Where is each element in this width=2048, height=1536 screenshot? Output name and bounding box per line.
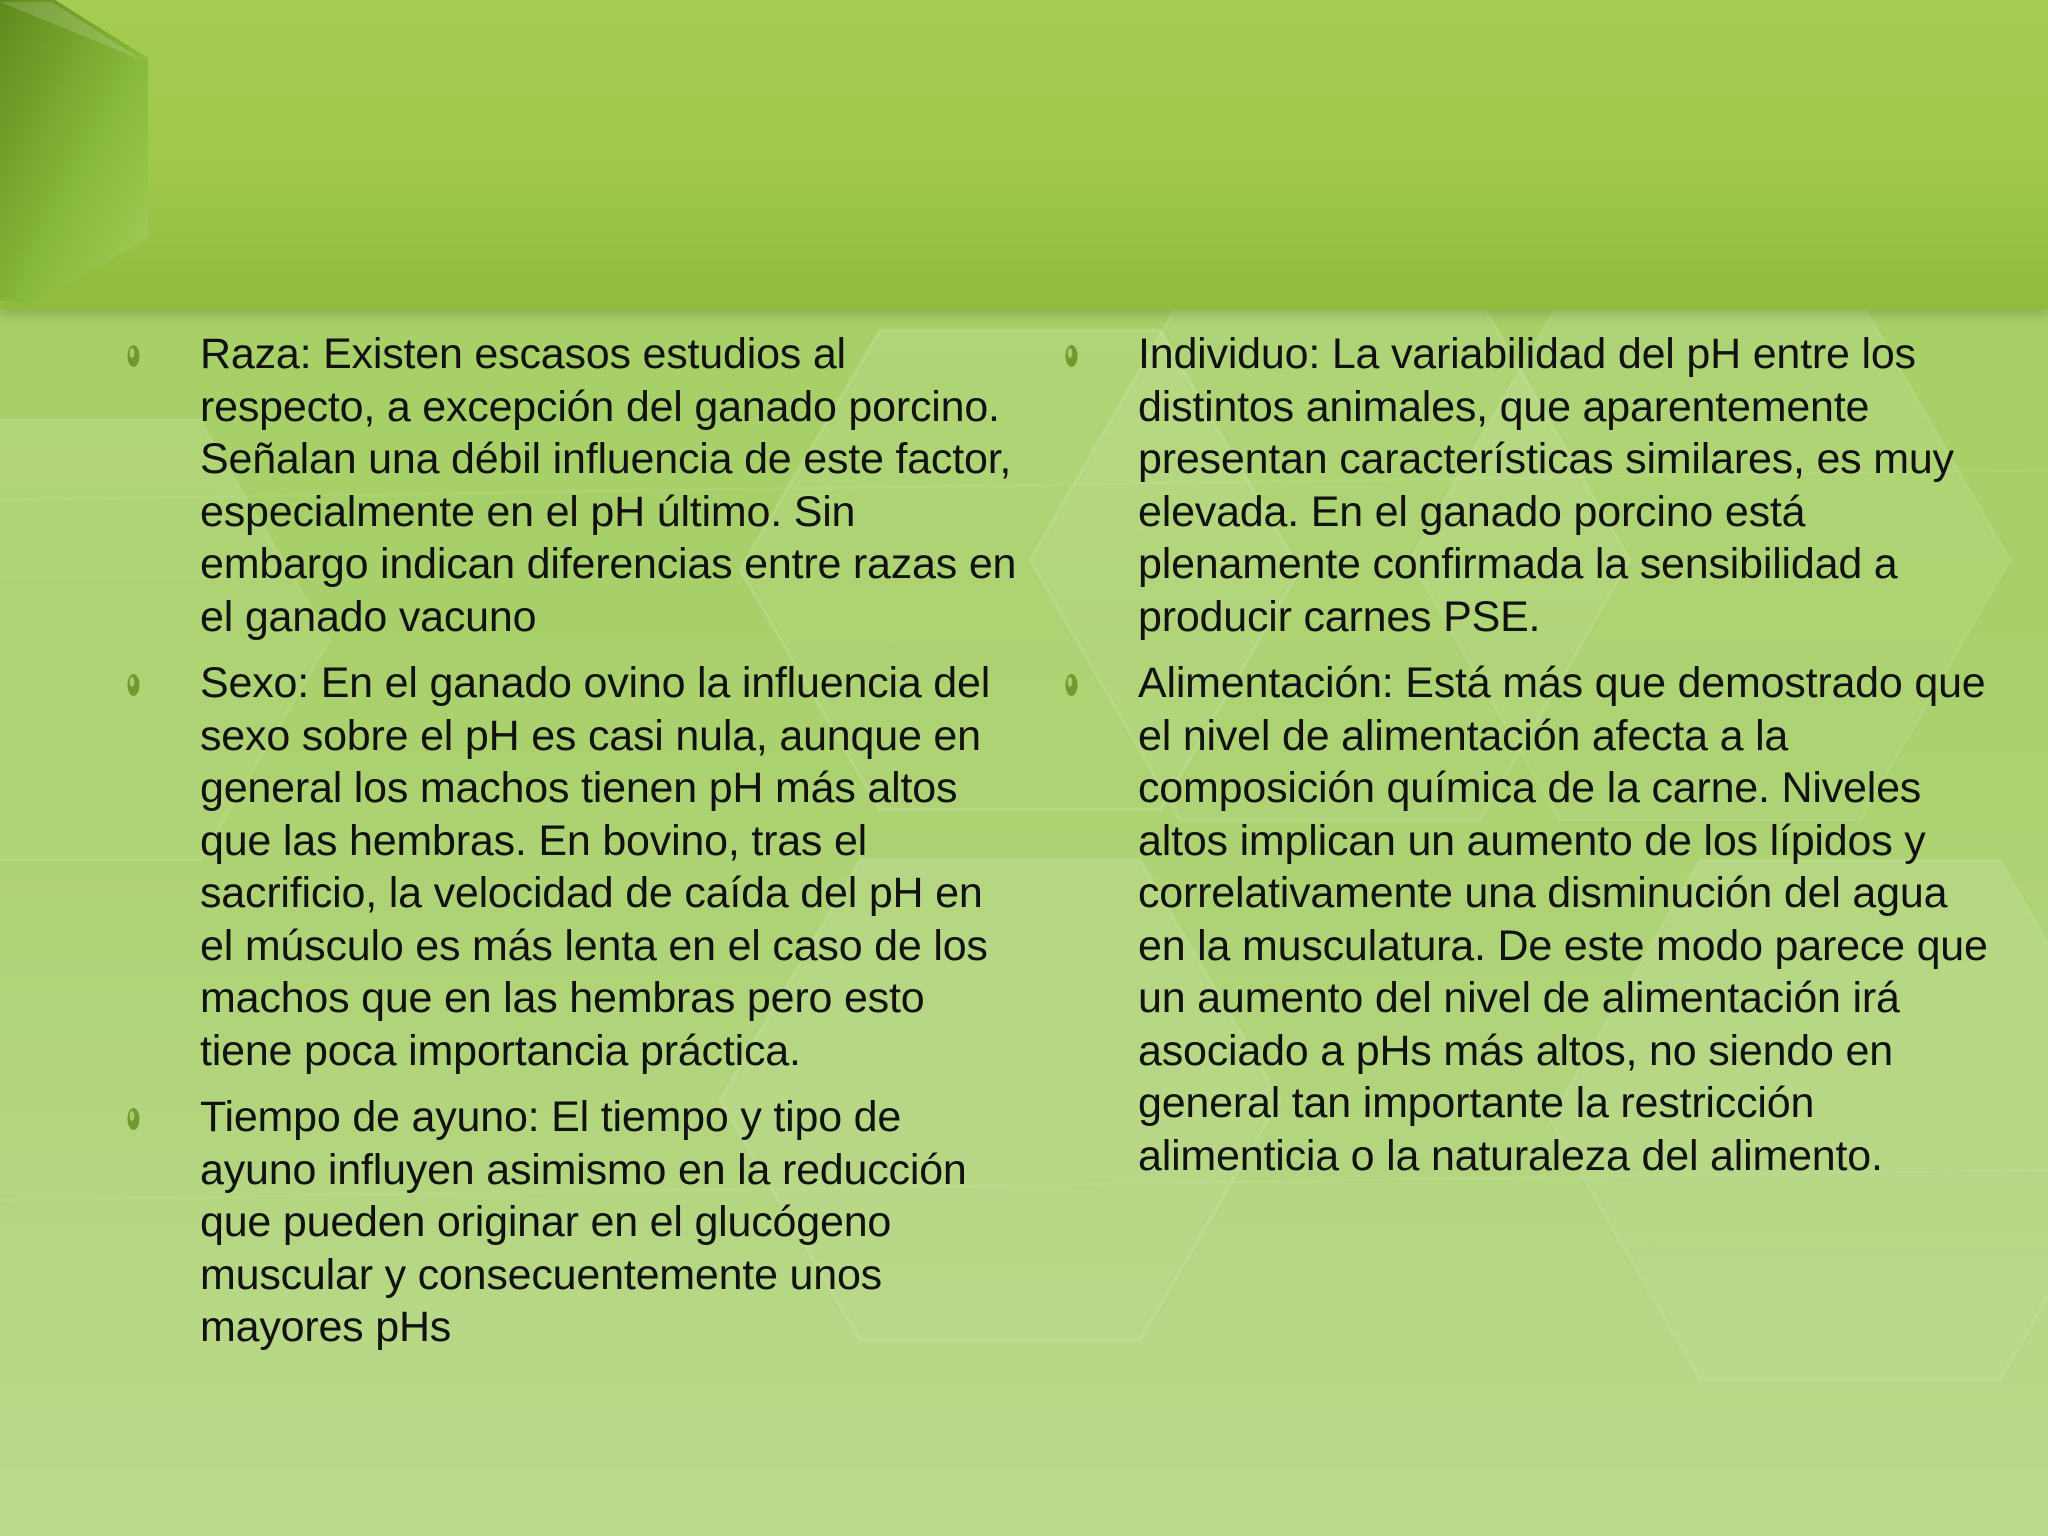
bullet-text: Alimentación: Está más que demostrado que el nivel de alimentación afecta a la composición química de la carne. Niveles altos implican un aumento de los lípidos y correlativamente una disminución del agua en la musculatura. De este modo parece que un aumento del nivel de alimentación irá asociado a pHs más altos, no siendo en general tan importante la restricción alimenticia o la naturaleza del alimento.	[1138, 659, 1988, 1180]
bullet-sexo	[122, 657, 1022, 1077]
corner-hexagon-shape	[0, 0, 160, 310]
content-area	[0, 328, 2048, 1536]
bullet-icon	[127, 1107, 140, 1131]
bullet-raza	[122, 328, 1022, 643]
left-column	[122, 328, 1022, 1368]
bullet-alimentacion	[1060, 657, 2000, 1182]
bullet-icon	[1065, 344, 1078, 368]
bullet-individuo	[1060, 328, 2000, 643]
bullet-text: Tiempo de ayuno: El tiempo y tipo de ayuno influyen asimismo en la reducción que pueden originar en el glucógeno muscular y consecuentemente unos mayores pHs	[200, 1093, 967, 1351]
bullet-icon	[127, 344, 140, 368]
bullet-text: Raza: Existen escasos estudios al respecto, a excepción del ganado porcino. Señalan una débil influencia de este factor, especialmente en el pH último. Sin embargo indican diferencias entre razas en el ganado vacuno	[200, 330, 1017, 641]
right-column	[1060, 328, 2000, 1196]
bullet-tiempo-de-ayuno	[122, 1091, 1022, 1354]
bullet-icon	[127, 673, 140, 697]
header-band	[0, 0, 2048, 310]
bullet-icon	[1065, 673, 1078, 697]
bullet-text: Individuo: La variabilidad del pH entre los distintos animales, que aparentemente presentan características similares, es muy elevada. En el ganado porcino está plenamente confirmada la sensibilidad a producir carnes PSE.	[1138, 330, 1954, 641]
bullet-text: Sexo: En el ganado ovino la influencia del sexo sobre el pH es casi nula, aunque en general los machos tienen pH más altos que las hembras. En bovino, tras el sacrificio, la velocidad de caída del pH en el músculo es más lenta en el caso de los machos que en las hembras pero esto tiene poca importancia práctica.	[200, 659, 991, 1075]
